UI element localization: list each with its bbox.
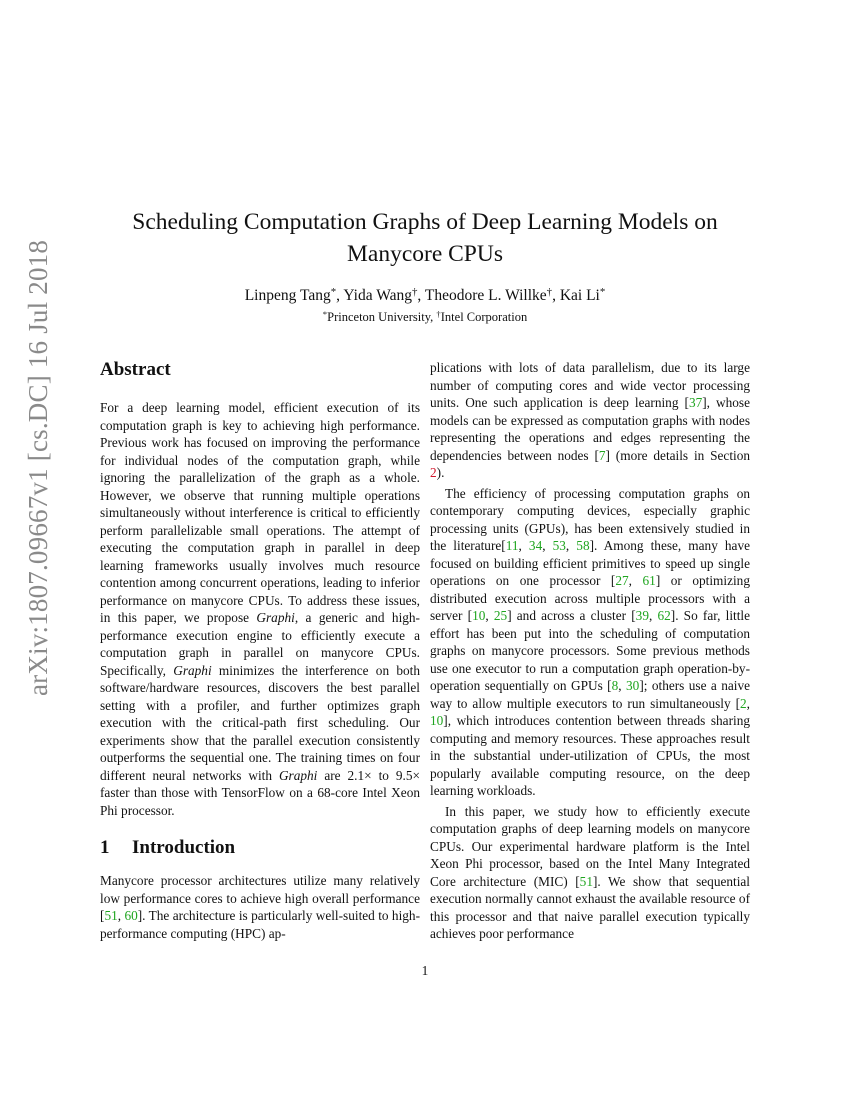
section-number: 1 [100,837,110,858]
author: Yida Wang†, [343,286,425,304]
author: Theodore L. Willke†, [424,286,560,304]
affiliations [100,309,750,325]
citation-link[interactable]: 51 [104,908,118,923]
intro-paragraph-2: The efficiency of processing computation graphs on contemporary computing devices, especially graphic processing units (GPUs), has been extensively studied in the literature[11, 34, 53, 58]. Among these, many have focused on building efficient primitives to speed up single operations on one processor [27, 61] or optimizing distributed execution across multiple processors with a server [10, 25] and across a cluster [39, 62]. So far, little effort has been put into the scheduling of computation graphs on manycore processors. Some previous methods use one executor to run a computation graph operation-by-operation sequentially on GPUs [8, 30]; others use a naive way to allow multiple executors to run simultaneously [2, 10], which introduces contention between threads sharing computing and memory resources. These approaches result in the substantial under-utilization of CPUs, the most popularly available computing resource, on the deep learning workloads. [430,485,751,798]
citation-link[interactable]: 34 [528,538,543,553]
citation-link[interactable]: 60 [124,908,138,923]
citation-link[interactable]: 11 [505,538,519,553]
citation-link[interactable]: 53 [552,538,566,553]
citation-link[interactable]: 39 [635,608,649,623]
affiliation: †Intel Corporation [436,309,528,324]
author: Kai Li* [559,286,606,304]
citation-link[interactable]: 10 [430,713,444,728]
abstract-paragraph: For a deep learning model, efficient execution of its computation graph is key to achieving high performance. Previous work has focused on improving the performance for individual nodes of the computation graph, while ignoring the parallelization of the graph as a whole. However, we observe that running multiple operations simultaneously without interference is critical to efficiently perform parallelizable small operations. The attempt of executing the computation graph in parallel in deep learning frameworks usually involves much resource contention among concurrent operations, leading to inferior performance on manycore CPUs. To address these issues, in this paper, we propose Graphi, a generic and high-performance execution engine to efficiently execute a computation graph in parallel on manycore CPUs. Specifically, Graphi minimizes the interference on both software/hardware resources, discovers the best parallel setting with a profiler, and further optimizes graph execution with the critical-path first scheduling. Our experiments show that the parallel execution consistently outperforms the sequential one. The training times on four different neural networks with Graphi are 2.1× to 9.5× faster than those with TensorFlow on a 68-core Intel Xeon Phi processor. [100,400,420,818]
section-reference-link[interactable]: 2 [430,465,437,480]
citation-link[interactable]: 7 [598,447,606,463]
author: Linpeng Tang*, [244,286,344,304]
citation-link[interactable]: 30 [626,678,640,693]
affiliation: *Princeton University, [322,309,437,324]
citation-link[interactable]: 58 [576,538,590,553]
intro-paragraph-1-cont: plications with lots of data parallelism, due to its large number of computing cores and wide vector processing units. One such application is deep learning [37], whose models can be expressed as computation graphs with nodes representing the operations and edges representing the dependencies between nodes [7] (more details in Section 2). [430,360,751,480]
introduction-heading [100,836,235,860]
intro-paragraph-3: In this paper, we study how to efficiently execute computation graphs of deep learning models on manycore CPUs. Our experimental hardware platform is the Intel Xeon Phi processor, based on the Intel Many Integrated Core architecture (MIC) [51]. We show that sequential execution normally cannot exhaust the available resource of this processor and that naive parallel execution typically achieves poor performance [430,803,751,941]
paper-title [100,206,750,270]
title-line-1: Scheduling Computation Graphs of Deep Learning Models on [132,209,718,235]
citation-link[interactable]: 62 [657,608,671,623]
abstract-heading: Abstract [100,359,171,380]
section-title: Introduction [132,837,236,858]
citation-link[interactable]: 61 [642,573,656,588]
author-list [100,286,750,306]
citation-link[interactable]: 37 [688,395,703,410]
citation-link[interactable]: 2 [740,695,747,711]
citation-link[interactable]: 51 [579,873,593,889]
introduction-body-right [430,359,750,943]
introduction-body-left [100,872,420,942]
arxiv-identifier: arXiv:1807.09667v1 [cs.DC] 16 Jul 2018 [23,239,53,696]
citation-link[interactable]: 10 [472,608,486,623]
abstract-body [100,399,420,819]
intro-paragraph-1-start: Manycore processor architectures utilize many relatively low performance cores to achieve high overall performance [51, 60]. The architecture is particularly well-suited to high-performance computing (HPC) ap- [100,873,420,941]
citation-link[interactable]: 27 [615,573,629,588]
page-number: 1 [421,963,429,978]
citation-link[interactable]: 8 [611,678,619,693]
citation-link[interactable]: 25 [493,608,508,623]
title-line-2: Manycore CPUs [347,241,503,267]
